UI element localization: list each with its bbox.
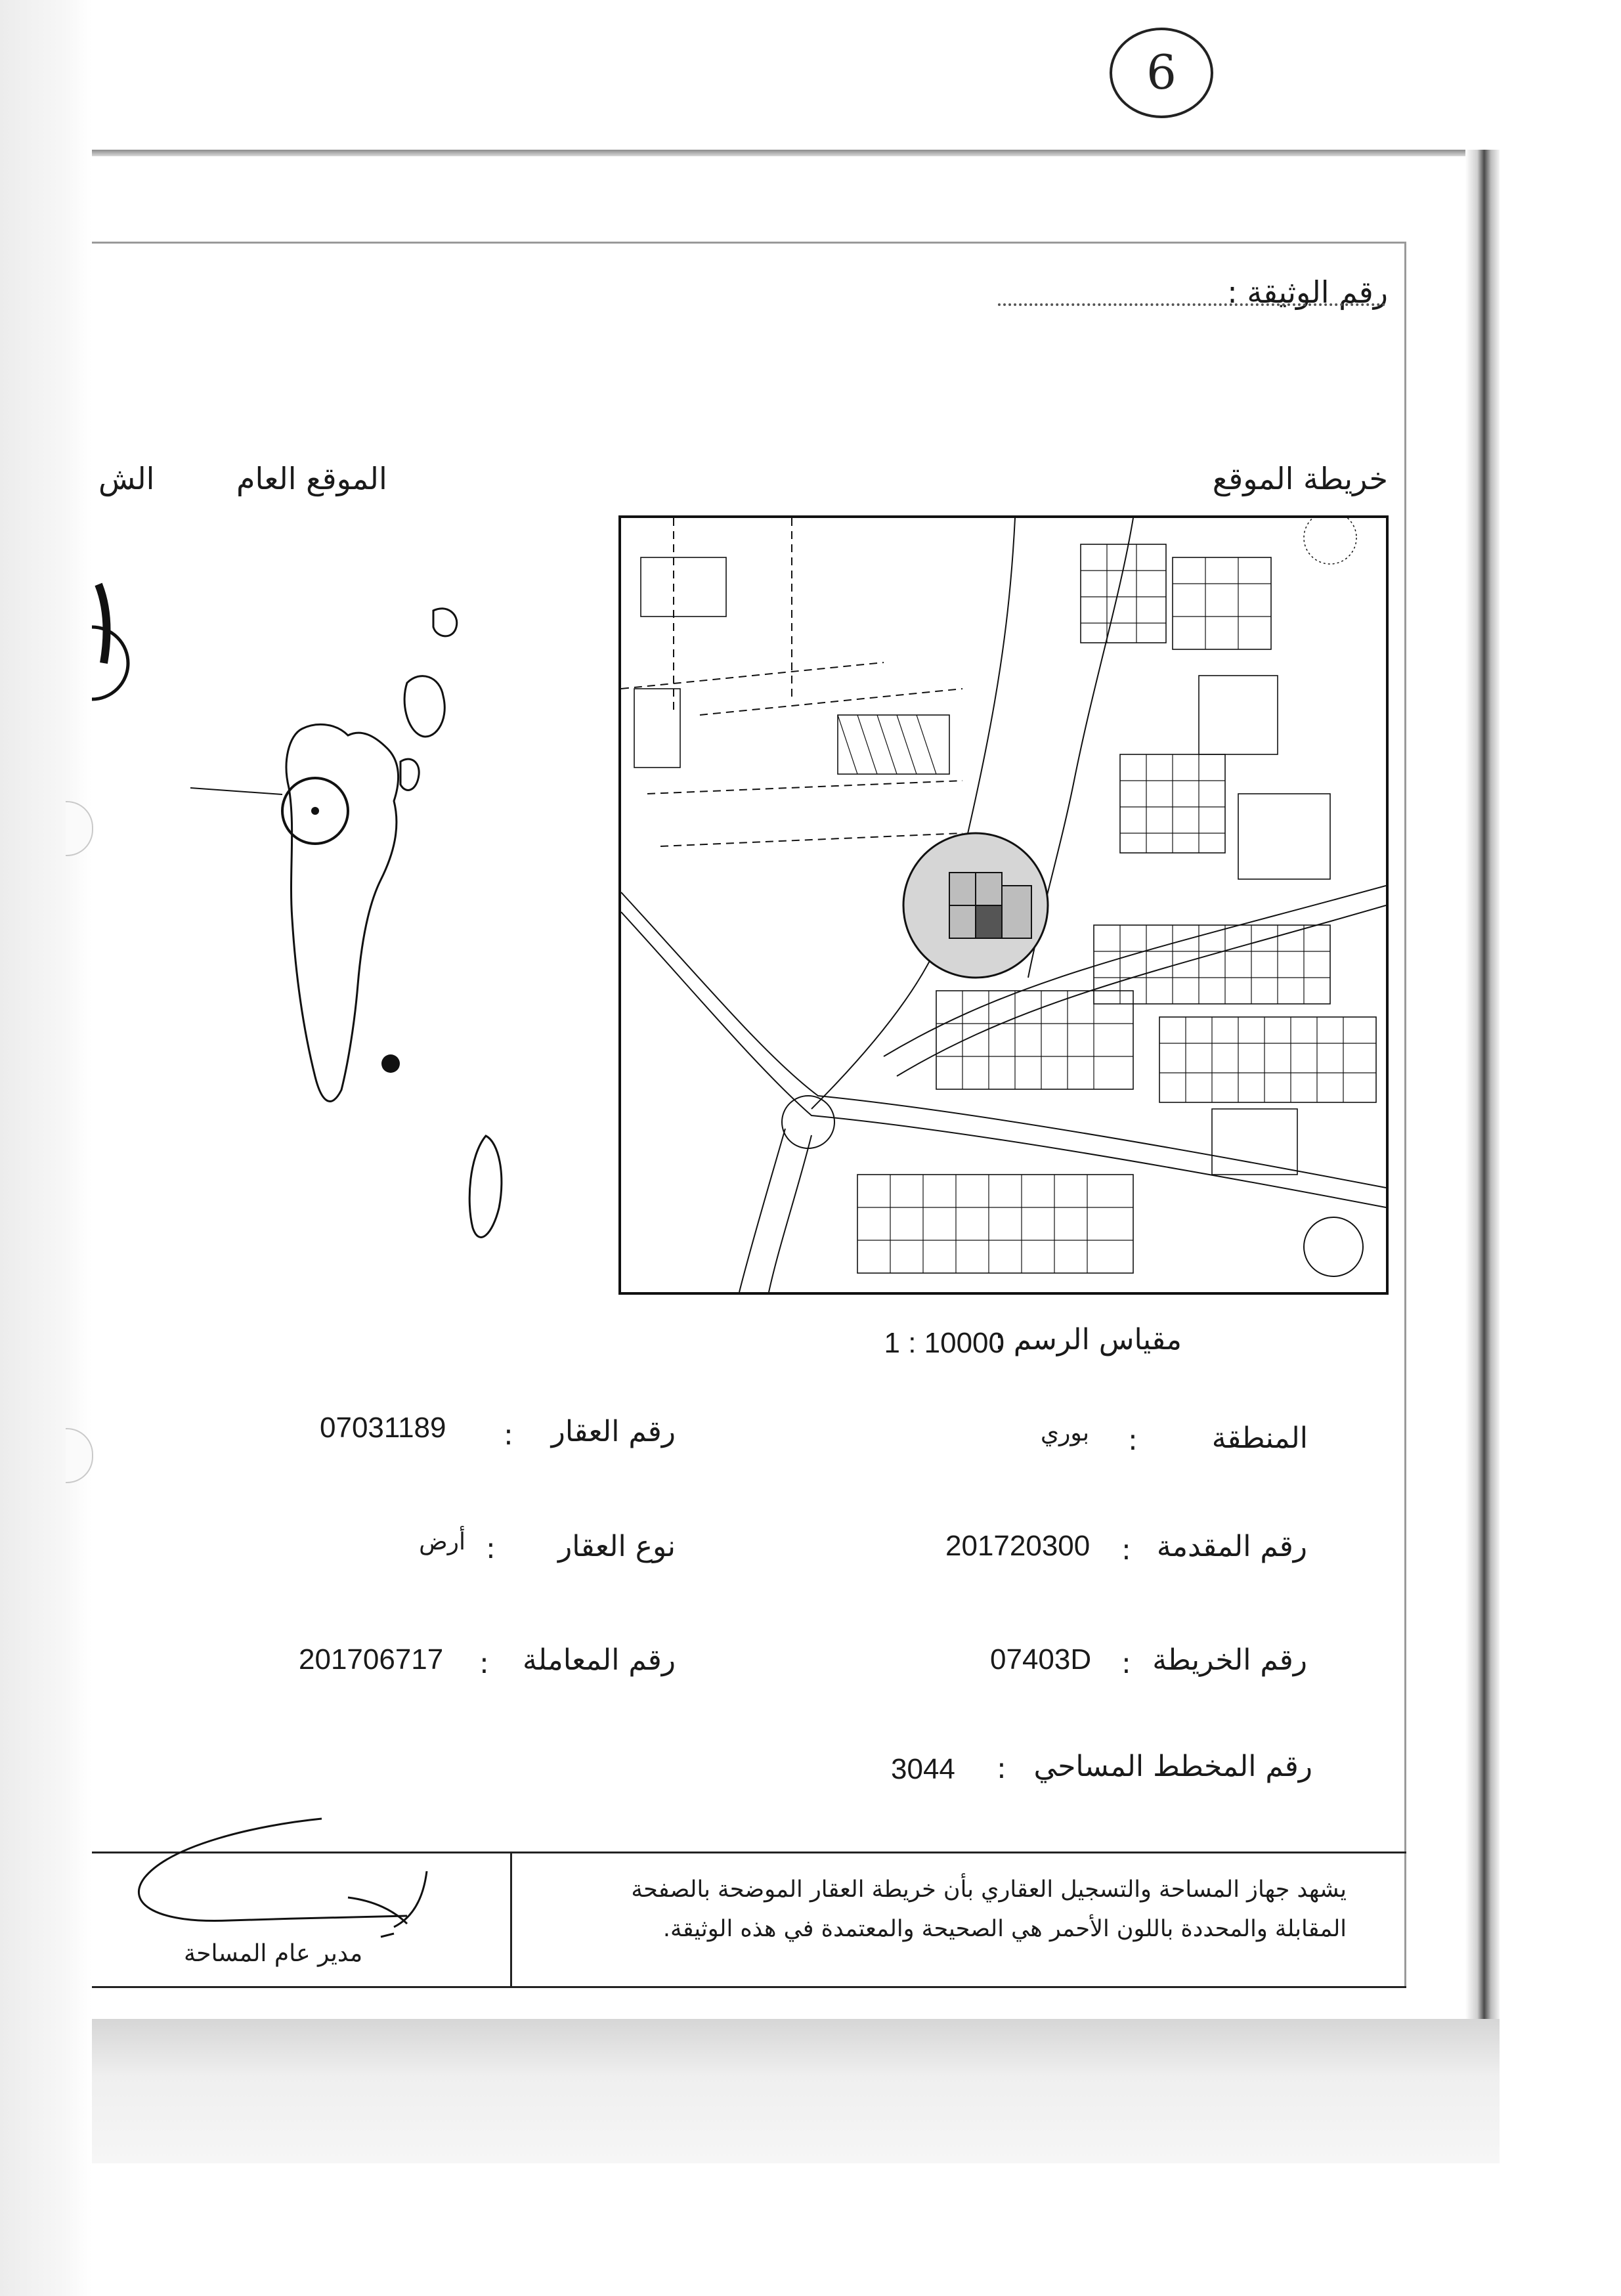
subject-parcel <box>976 873 1002 905</box>
parcel-block <box>1212 1109 1297 1175</box>
parcel-lines <box>1081 544 1166 643</box>
hawar-islands <box>469 1136 502 1237</box>
site-location-dot <box>311 807 319 815</box>
director-title: مدير عام المساحة <box>184 1940 363 1967</box>
parcel-lines <box>1094 925 1330 1004</box>
survey-plan-number-value: 3044 <box>891 1753 955 1785</box>
map-edge-mark <box>98 584 107 663</box>
survey-plan-number-label: رقم المخطط المساحي <box>1033 1750 1312 1783</box>
area-label: المنطقة <box>1211 1421 1308 1455</box>
doc-number-field <box>998 303 1385 306</box>
map-number-value: 07403D <box>990 1643 1092 1676</box>
bay-mark <box>381 1054 400 1073</box>
roundabout <box>782 1096 834 1148</box>
field-boundary <box>647 781 962 846</box>
parcel-block <box>1238 794 1330 879</box>
parcel-block <box>1199 676 1278 754</box>
certification-text-line-2: المقابلة والمحددة باللون الأحمر هي الصحيحة والمعتمدة في هذه الوثيقة. <box>662 1916 1347 1942</box>
general-location-title: الموقع العام <box>236 461 387 496</box>
scale-label: مقياس الرسم : <box>994 1323 1182 1356</box>
causeway-line <box>190 788 282 794</box>
roundabout <box>1304 1217 1363 1276</box>
hatched-field <box>838 715 936 774</box>
parcel-block <box>1094 925 1330 1004</box>
scan-page-edge-top <box>92 150 1497 156</box>
field-colon: : <box>504 1418 513 1452</box>
site-map <box>618 515 1389 1295</box>
subject-parcel <box>949 873 976 905</box>
field-colon: : <box>1128 1423 1138 1457</box>
parcel-block <box>857 1175 1133 1273</box>
scale-row <box>840 1323 1182 1369</box>
parcel-lines <box>1159 1017 1376 1102</box>
muharraq-island <box>404 676 444 737</box>
scale-value: 1 : 10000 <box>884 1327 1005 1359</box>
parcel-block <box>641 557 726 617</box>
subject-parcel <box>1002 886 1031 938</box>
scan-left-shadow <box>0 0 92 2296</box>
highway <box>769 1135 811 1292</box>
highway <box>739 1129 785 1292</box>
property-number-label: رقم العقار <box>551 1415 676 1448</box>
field-colon: : <box>486 1532 496 1565</box>
property-number-value: 07031189 <box>320 1412 446 1444</box>
page-number-badge <box>1110 28 1213 118</box>
property-type-label: نوع العقار <box>558 1530 676 1563</box>
application-number-value: 201720300 <box>945 1530 1091 1562</box>
map-number-label: رقم الخريطة <box>1152 1643 1307 1677</box>
dotted-block <box>1304 518 1356 564</box>
field-colon: : <box>479 1647 489 1680</box>
site-map-title: خريطة الموقع <box>1212 461 1388 496</box>
parcel-lines <box>1173 557 1271 649</box>
scan-page-edge-right <box>1465 150 1500 2159</box>
transaction-number-label: رقم المعاملة <box>523 1643 676 1677</box>
cut-off-map-title: الش <box>98 461 155 496</box>
field-colon: : <box>1121 1647 1131 1680</box>
application-number-label: رقم المقدمة <box>1156 1530 1307 1563</box>
subject-parcel-highlighted <box>976 905 1002 938</box>
main-road <box>811 518 1015 1109</box>
sitra-island <box>400 759 419 790</box>
property-type-value: أرض <box>419 1528 465 1555</box>
site-map-drawing <box>621 518 1386 1292</box>
certification-text-line-1: يشهد جهاز المساحة والتسجيل العقاري بأن خريطة العقار الموضحة بالصفحة <box>631 1876 1347 1903</box>
field-colon: : <box>1121 1533 1131 1567</box>
page-number: 6 <box>1146 45 1177 100</box>
parcel-block <box>634 689 680 768</box>
scan-page-bottom-band <box>92 2019 1500 2163</box>
parcel-lines <box>857 1175 1133 1273</box>
certification-divider <box>510 1852 512 1988</box>
director-signature <box>98 1806 466 1957</box>
transaction-number-value: 201706717 <box>299 1643 444 1676</box>
subject-parcel <box>949 905 976 938</box>
small-island <box>433 609 457 636</box>
parcel-lines <box>1120 754 1225 853</box>
doc-number-label: رقم الوثيقة : <box>1227 274 1388 310</box>
area-value: بوري <box>1040 1419 1089 1446</box>
parcel-block <box>1081 544 1166 643</box>
field-colon: : <box>997 1752 1006 1785</box>
general-location-map <box>92 565 604 1300</box>
parcel-block <box>1173 557 1271 649</box>
